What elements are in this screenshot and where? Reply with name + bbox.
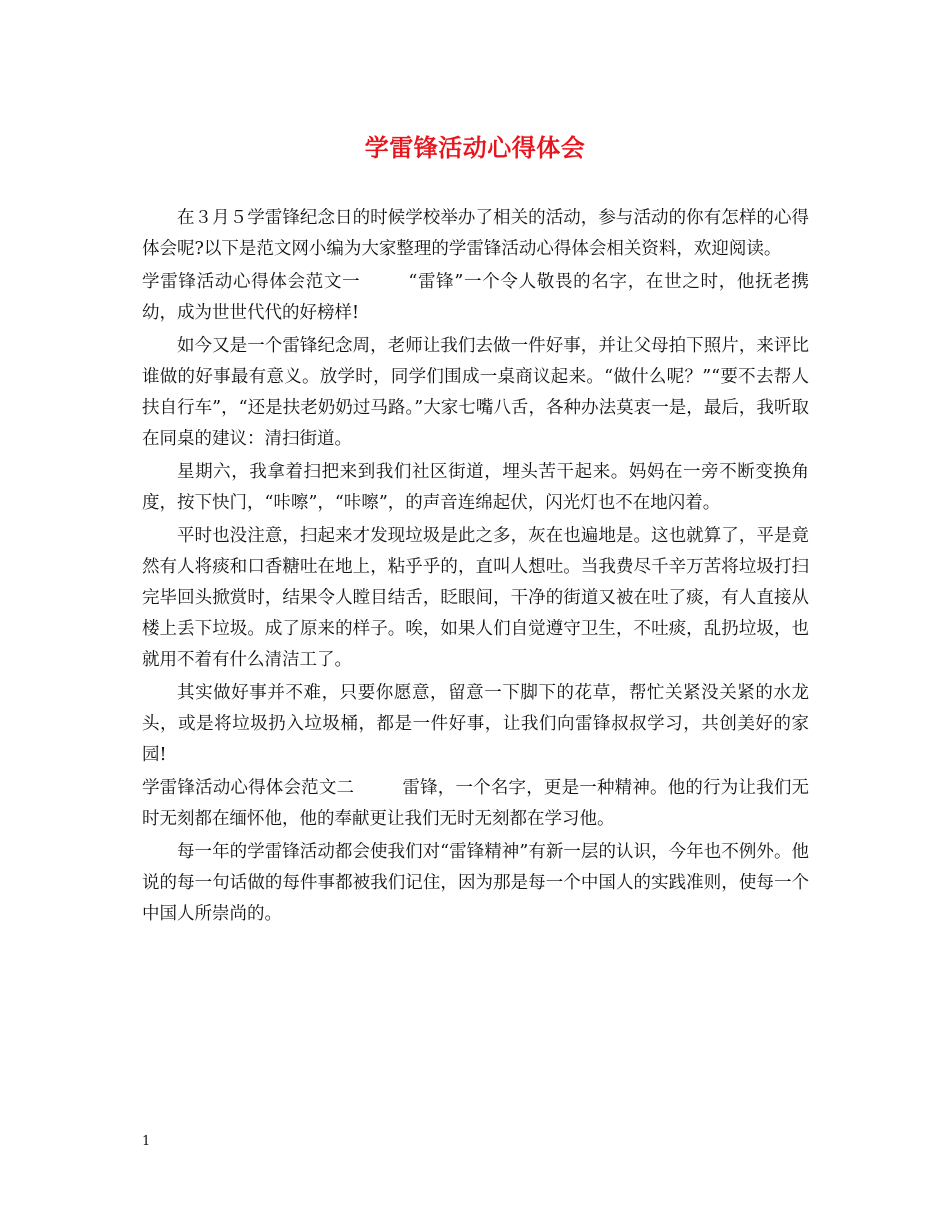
section1-heading: 学雷锋活动心得体会范文一 xyxy=(142,272,361,292)
section1-paragraph: 平时也没注意，扫起来才发现垃圾是此之多，灰在也遍地是。这也就算了，平是竟然有人将痰和口香糖吐在地上，粘乎乎的，直叫人想吐。当我费尽千辛万苦将垃圾打扫完毕回头掀赏时，结果令人瞠目结舌，眨眼间，干净的街道又被在吐了痰，有人直接从楼上丢下垃圾。成了原来的样子。唉，如果人们自觉遵守卫生，不吐痰，乱扔垃圾，也就用不着有什么清洁工了。 xyxy=(142,526,809,670)
section2-lead-text: 雷锋，一个名字，更是一种精神。他的行为让我们无时无刻都在缅怀他，他的奉献更让我们无时无刻都在学习他。 xyxy=(142,778,810,829)
section1-paragraph: 星期六，我拿着扫把来到我们社区街道，埋头苦干起来。妈妈在一旁不断变换角度，按下快门，“咔嚓”，“咔嚓”，的声音连绵起伏，闪光灯也不在地闪着。 xyxy=(142,462,809,513)
section2-heading: 学雷锋活动心得体会范文二 xyxy=(142,778,355,798)
section1-paragraph: 如今又是一个雷锋纪念周，老师让我们去做一件好事，并让父母拍下照片，来评比谁做的好事最有意义。放学时，同学们围成一桌商议起来。“做什么呢？”“要不去帮人扶自行车”，“还是扶老奶奶过马路。”大家七嘴八舌，各种办法莫衷一是，最后，我听取在同桌的建议：清扫街道。 xyxy=(142,336,809,449)
section2-lead-paragraph xyxy=(142,773,809,835)
section2-paragraph: 每一年的学雷锋活动都会使我们对“雷锋精神”有新一层的认识，今年也不例外。他说的每一句话做的每件事都被我们记住，因为那是每一个中国人的实践准则，使每一个中国人所崇尚的。 xyxy=(142,842,809,924)
intro-paragraph: 在３月５学雷锋纪念日的时候学校举办了相关的活动，参与活动的你有怎样的心得体会呢?以下是范文网小编为大家整理的学雷锋活动心得体会相关资料，欢迎阅读。 xyxy=(142,208,809,259)
document-title: 学雷锋活动心得体会 xyxy=(364,133,586,162)
section1-lead-text: “雷锋”一个令人敬畏的名字，在世之时，他抚老携幼，成为世世代代的好榜样! xyxy=(142,272,809,323)
document-body xyxy=(142,203,809,932)
section1-lead-paragraph xyxy=(142,267,809,329)
section1-paragraph: 其实做好事并不难，只要你愿意，留意一下脚下的花草，帮忙关紧没关紧的水龙头，或是将垃圾扔入垃圾桶，都是一件好事，让我们向雷锋叔叔学习，共创美好的家园! xyxy=(142,683,809,765)
page-number: 1 xyxy=(142,1134,151,1149)
